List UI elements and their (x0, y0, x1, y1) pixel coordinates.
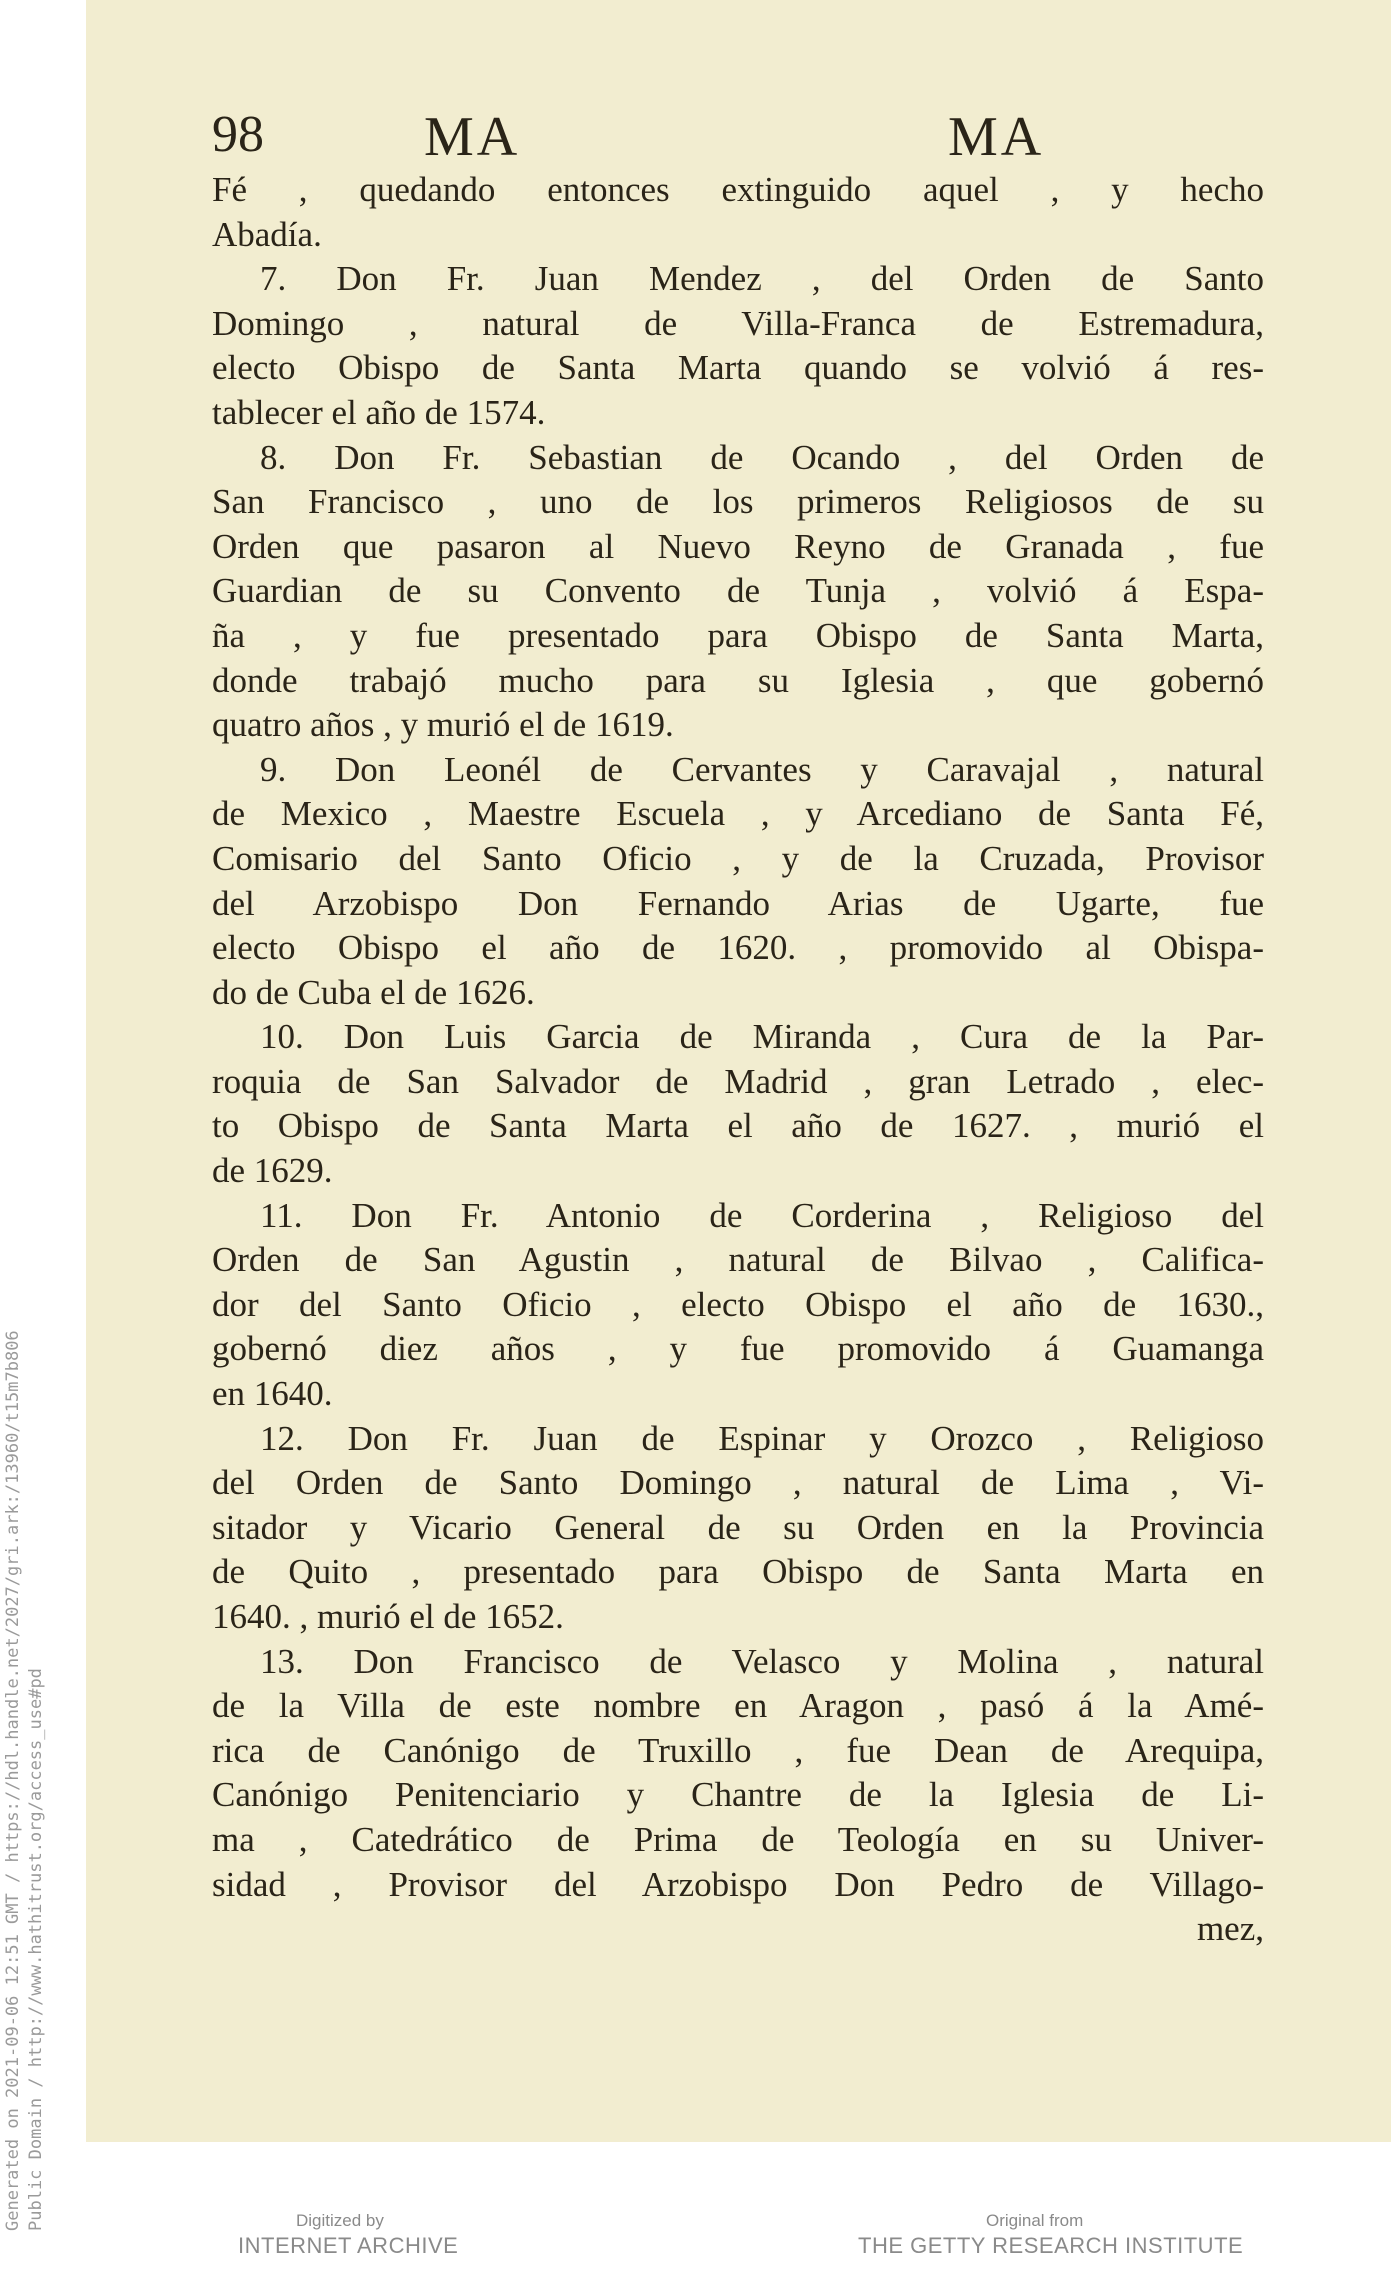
text-line: to Obispo de Santa Marta el año de 1627. , murió el (212, 1106, 1264, 1146)
text-line: 1640. , murió el de 1652. (212, 1597, 564, 1636)
text-line: quatro años , y murió el de 1619. (212, 705, 674, 745)
text-line: de la Villa de este nombre en Aragon , pasó á la Amé- (212, 1686, 1264, 1726)
text-line: en 1640. (212, 1374, 333, 1414)
original-from-credit (858, 2210, 1278, 2260)
original-from-label: Original from (986, 2211, 1084, 2230)
text-line: de Quito , presentado para Obispo de Santa Marta en (212, 1552, 1264, 1592)
running-head-left: MA (424, 106, 521, 168)
text-line: Orden de San Agustin , natural de Bilvao , Califica- (212, 1240, 1264, 1280)
text-line: de 1629. (212, 1151, 333, 1191)
text-line: rica de Canónigo de Truxillo , fue Dean de Arequipa, (212, 1730, 1264, 1770)
entry-10-start: 10. Don Luis Garcia de Miranda , Cura de la Par- (260, 1017, 1264, 1057)
text-line: del Orden de Santo Domingo , natural de Lima , Vi- (212, 1463, 1264, 1503)
entry-11-start: 11. Don Fr. Antonio de Corderina , Religioso del (260, 1195, 1264, 1235)
entry-9-start: 9. Don Leonél de Cervantes y Caravajal , natural (260, 749, 1264, 789)
watermark-line-2: Public Domain / http://www.hathitrust.org/access_use#pd (26, 1668, 46, 2231)
internet-archive-label: INTERNET ARCHIVE (238, 2233, 459, 2258)
digitized-by-credit (238, 2210, 688, 2260)
text-line: electo Obispo de Santa Marta quando se volvió á res- (212, 348, 1264, 388)
digitized-by-label: Digitized by (296, 2211, 384, 2230)
catchword: mez, (1196, 1909, 1264, 1949)
text-line: Canónigo Penitenciario y Chantre de la Iglesia de Li- (212, 1775, 1264, 1815)
page-body (212, 168, 1264, 1952)
running-head-right: MA (948, 106, 1045, 168)
getty-research-institute-label: THE GETTY RESEARCH INSTITUTE (858, 2233, 1244, 2258)
text-line: Guardian de su Convento de Tunja , volvió á Espa- (212, 571, 1264, 611)
text-line: Abadía. (212, 214, 322, 254)
text-line: Orden que pasaron al Nuevo Reyno de Granada , fue (212, 526, 1264, 566)
text-line: del Arzobispo Don Fernando Arias de Ugarte, fue (212, 883, 1264, 923)
entry-12-start: 12. Don Fr. Juan de Espinar y Orozco , Religioso (260, 1418, 1264, 1458)
text-line: tablecer el año de 1574. (212, 392, 546, 432)
text-line: sidad , Provisor del Arzobispo Don Pedro de Villago- (212, 1864, 1264, 1904)
entry-7-start: 7. Don Fr. Juan Mendez , del Orden de Santo (260, 259, 1264, 299)
page-number: 98 (212, 106, 264, 163)
text-line: ña , y fue presentado para Obispo de Santa Marta, (212, 615, 1264, 655)
text-line: Comisario del Santo Oficio , y de la Cruzada, Provisor (212, 838, 1264, 878)
text-line: San Francisco , uno de los primeros Religiosos de su (212, 482, 1264, 522)
page-header (212, 105, 1262, 168)
entry-13-start: 13. Don Francisco de Velasco y Molina , natural (260, 1641, 1264, 1681)
text-line: sitador y Vicario General de su Orden en la Provincia (212, 1507, 1264, 1547)
text-line: Fé , quedando entonces extinguido aquel , y hecho (212, 170, 1264, 209)
text-line: donde trabajó mucho para su Iglesia , que gobernó (212, 660, 1264, 700)
text-line: roquia de San Salvador de Madrid , gran Letrado , elec- (212, 1061, 1264, 1101)
text-line: dor del Santo Oficio , electo Obispo el año de 1630., (212, 1284, 1264, 1324)
text-line: de Mexico , Maestre Escuela , y Arcediano de Santa Fé, (212, 794, 1264, 834)
text-line: Domingo , natural de Villa-Franca de Estremadura, (212, 303, 1264, 343)
text-line: electo Obispo el año de 1620. , promovido al Obispa- (212, 928, 1264, 968)
hathitrust-watermark (2, 1031, 48, 2231)
text-line: gobernó diez años , y fue promovido á Guamanga (212, 1329, 1264, 1369)
watermark-line-1: Generated on 2021-09-06 12:51 GMT / https://hdl.handle.net/2027/gri.ark:/13960/t15m7b806 (3, 1330, 23, 2231)
text-line: do de Cuba el de 1626. (212, 972, 535, 1012)
entry-8-start: 8. Don Fr. Sebastian de Ocando , del Orden de (260, 437, 1264, 477)
text-line: ma , Catedrático de Prima de Teología en su Univer- (212, 1819, 1264, 1859)
digitization-footer (0, 2210, 1391, 2265)
